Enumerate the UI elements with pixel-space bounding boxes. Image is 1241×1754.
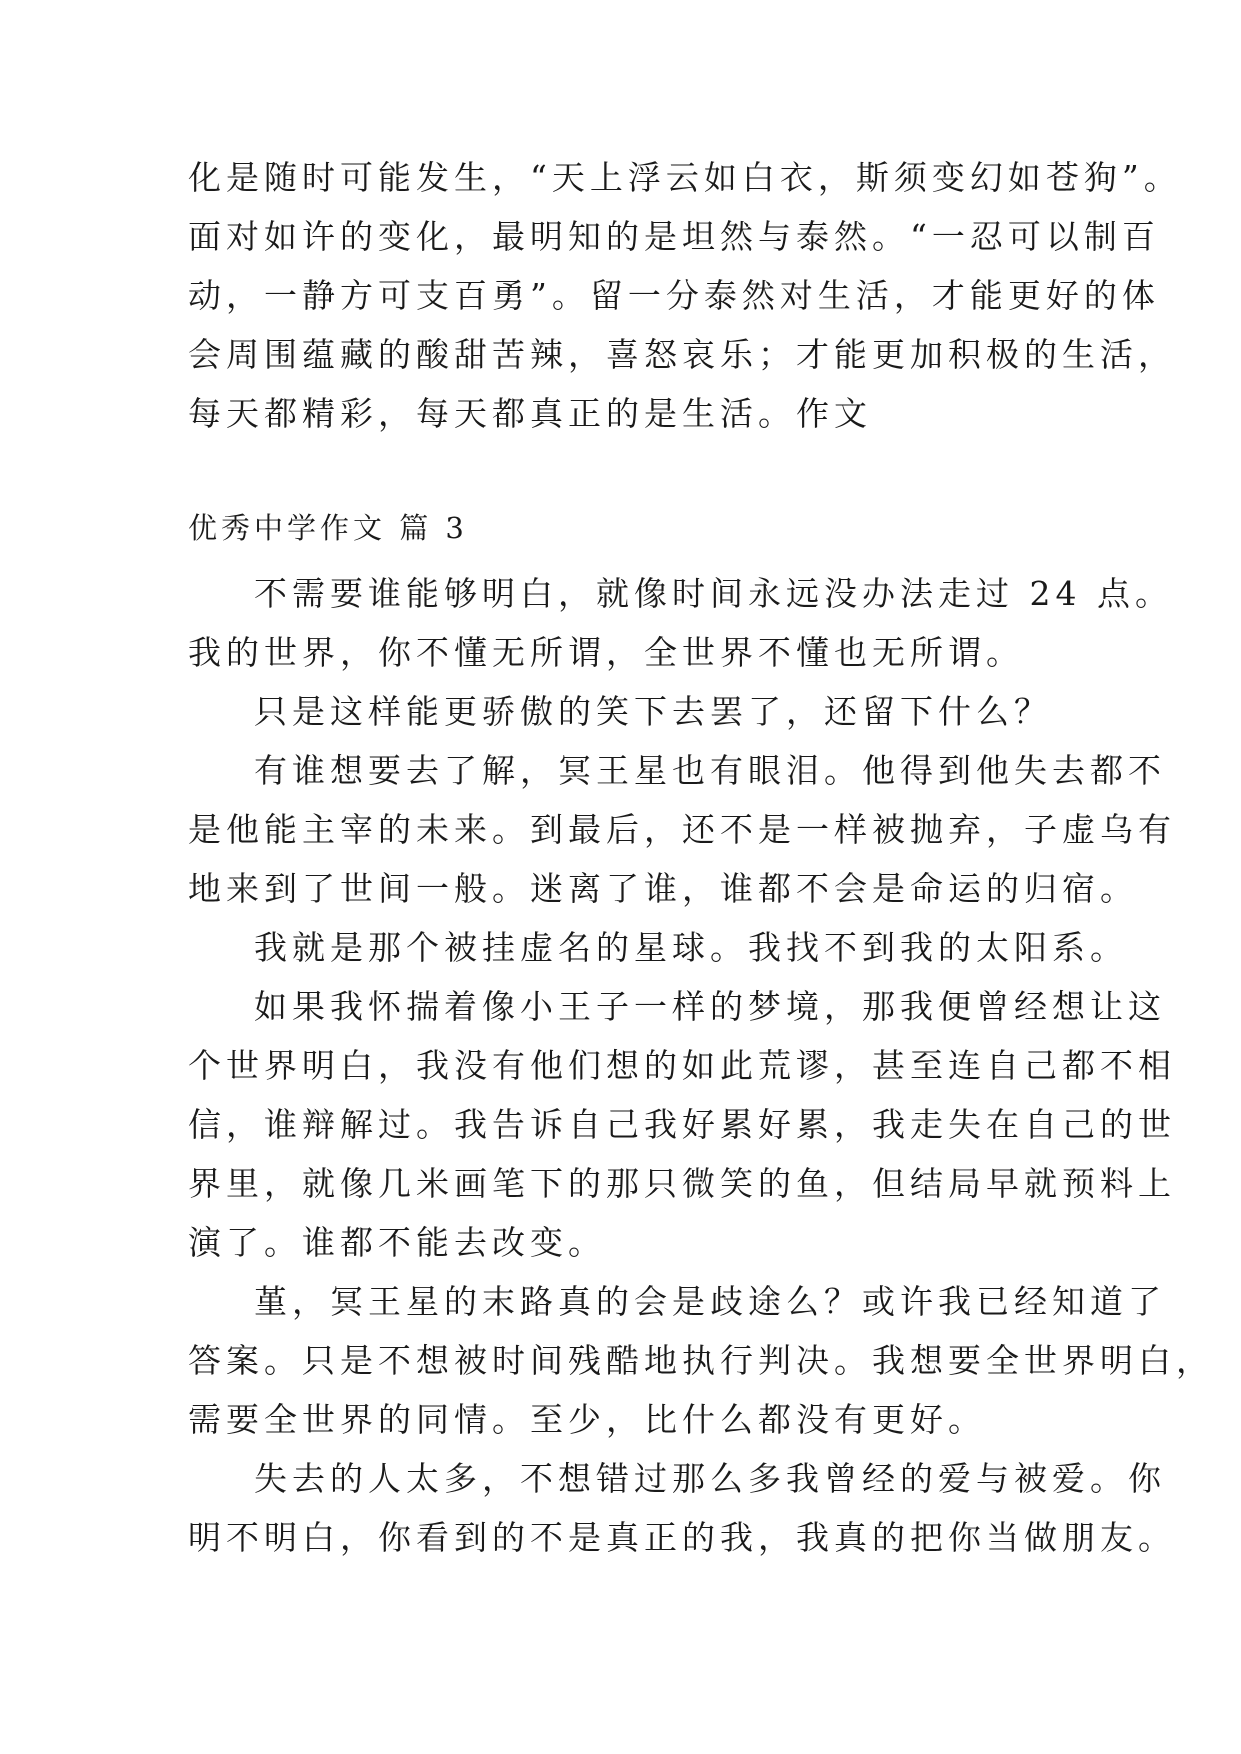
- text-line: 需要全世界的同情。至少，比什么都没有更好。: [188, 1400, 986, 1439]
- text-line: 我就是那个被挂虚名的星球。我找不到我的太阳系。: [254, 928, 1128, 967]
- intro-paragraph: [188, 148, 1182, 443]
- text-line: 有谁想要去了解，冥王星也有眼泪。他得到他失去都不: [254, 751, 1166, 790]
- text-line: 是他能主宰的未来。到最后，还不是一样被抛弃，子虚乌有: [188, 810, 1176, 849]
- text-line: 面对如许的变化，最明知的是坦然与泰然。“一忍可以制百: [188, 217, 1160, 256]
- essay-body: [188, 564, 1214, 1567]
- text-line: 我的世界，你不懂无所谓，全世界不懂也无所谓。: [188, 633, 1024, 672]
- text-line: 不需要谁能够明白，就像时间永远没办法走过 24 点。: [254, 574, 1173, 613]
- section-heading: 优秀中学作文 篇 3: [188, 511, 468, 545]
- text-line: 如果我怀揣着像小王子一样的梦境，那我便曾经想让这: [254, 987, 1166, 1026]
- text-line: 界里，就像几米画笔下的那只微笑的鱼，但结局早就预料上: [188, 1164, 1176, 1203]
- text-line: 每天都精彩，每天都真正的是生活。作文: [188, 394, 872, 433]
- text-line: 地来到了世间一般。迷离了谁，谁都不会是命运的归宿。: [188, 869, 1138, 908]
- text-line: 失去的人太多，不想错过那么多我曾经的爱与被爱。你: [254, 1459, 1166, 1498]
- text-line: 演了。谁都不能去改变。: [188, 1223, 606, 1262]
- text-line: 会周围蕴藏的酸甜苦辣，喜怒哀乐；才能更加积极的生活，: [188, 335, 1176, 374]
- text-line: 个世界明白，我没有他们想的如此荒谬，甚至连自己都不相: [188, 1046, 1176, 1085]
- text-line: 明不明白，你看到的不是真正的我，我真的把你当做朋友。: [188, 1518, 1176, 1557]
- text-line: 只是这样能更骄傲的笑下去罢了，还留下什么？: [254, 692, 1052, 731]
- text-line: 答案。只是不想被时间残酷地执行判决。我想要全世界明白，: [188, 1341, 1214, 1380]
- text-line: 堇，冥王星的末路真的会是歧途么？或许我已经知道了: [254, 1282, 1166, 1321]
- text-line: 化是随时可能发生，“天上浮云如白衣，斯须变幻如苍狗”。: [188, 158, 1182, 197]
- text-line: 动，一静方可支百勇”。留一分泰然对生活，才能更好的体: [188, 276, 1160, 315]
- text-line: 信，谁辩解过。我告诉自己我好累好累，我走失在自己的世: [188, 1105, 1176, 1144]
